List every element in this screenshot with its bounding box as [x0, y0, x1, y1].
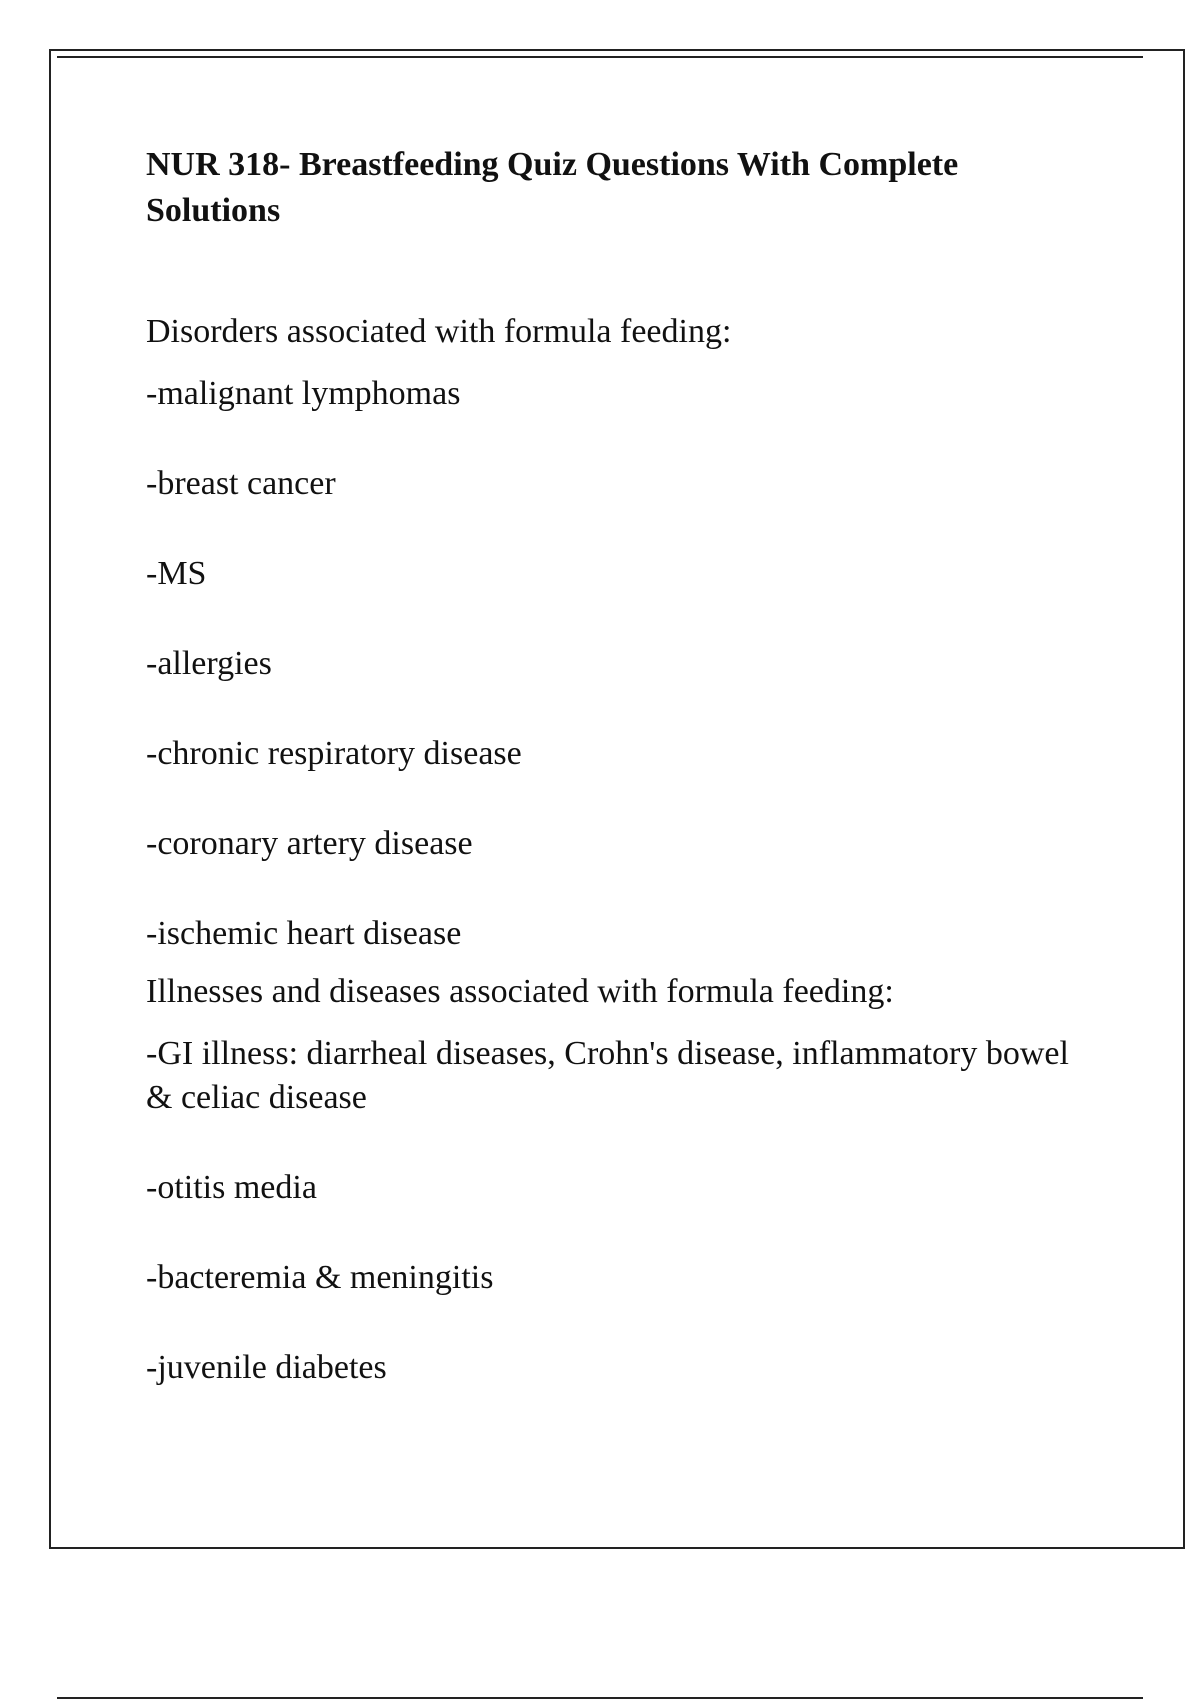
- list-item: -MS: [146, 555, 207, 592]
- section-heading-disorders: Disorders associated with formula feeding:: [146, 313, 732, 350]
- document-content: [146, 142, 1076, 1390]
- list-item: -otitis media: [146, 1169, 317, 1206]
- list-item: -ischemic heart disease: [146, 915, 462, 952]
- list-item: -GI illness: diarrheal diseases, Crohn's disease, inflammatory bowel & celiac disease: [146, 1035, 1069, 1116]
- top-rule: [57, 56, 1143, 58]
- list-item: -juvenile diabetes: [146, 1349, 387, 1386]
- illnesses-list: [146, 1032, 1076, 1390]
- list-item: -malignant lymphomas: [146, 375, 461, 412]
- list-item: -breast cancer: [146, 465, 336, 502]
- list-item: -bacteremia & meningitis: [146, 1259, 494, 1296]
- list-item: -chronic respiratory disease: [146, 735, 522, 772]
- disorders-list: [146, 372, 1076, 956]
- list-item: -coronary artery disease: [146, 825, 473, 862]
- section-heading-illnesses: Illnesses and diseases associated with formula feeding:: [146, 973, 894, 1010]
- list-item: -allergies: [146, 645, 272, 682]
- document-title: NUR 318- Breastfeeding Quiz Questions With Complete Solutions: [146, 146, 959, 229]
- bottom-rule: [57, 1697, 1143, 1699]
